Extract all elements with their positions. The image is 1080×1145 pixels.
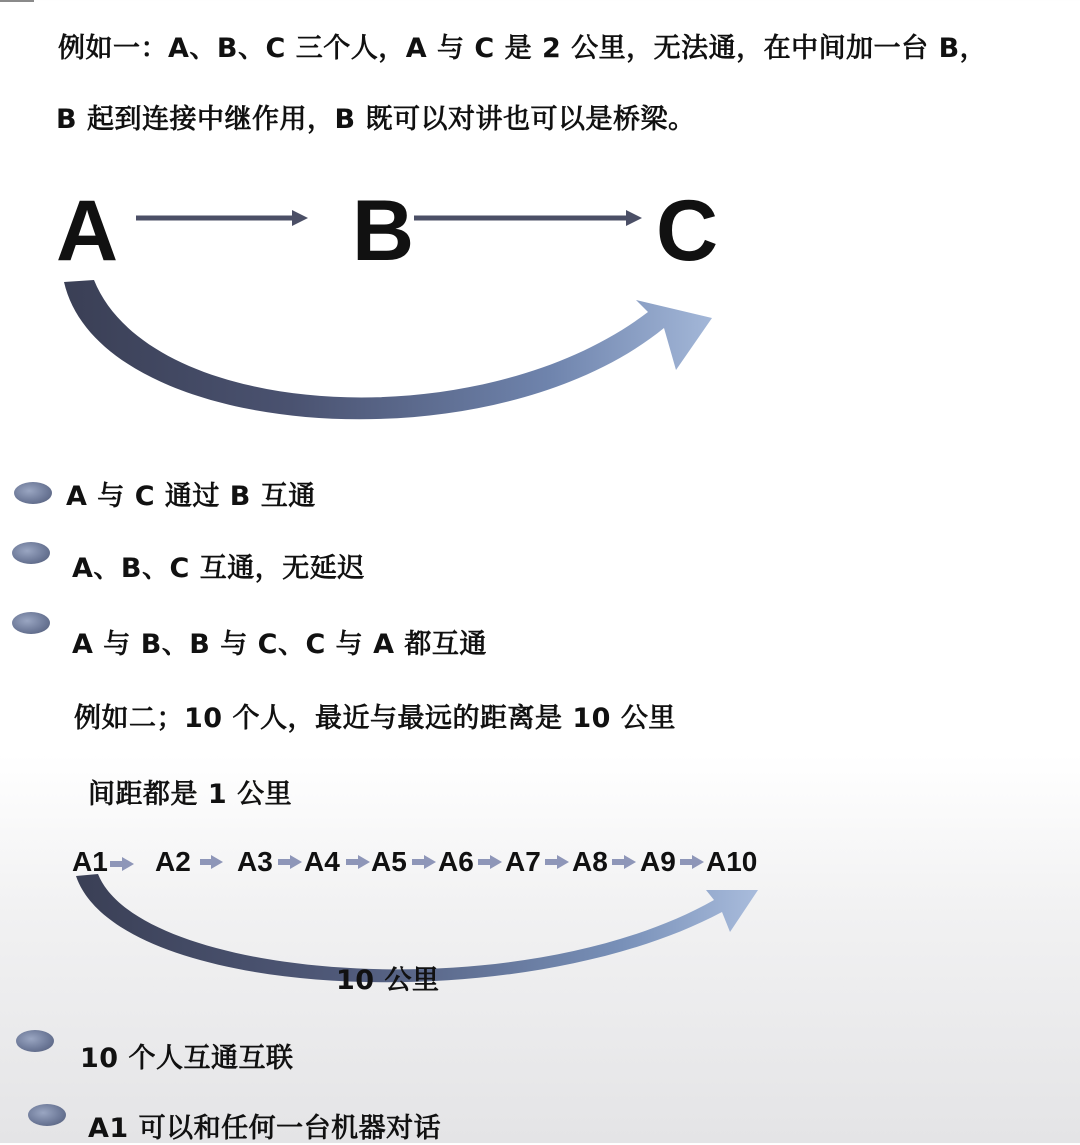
seq-arrow-4 xyxy=(346,855,370,869)
seq-arrow-6 xyxy=(478,855,502,869)
bullet-icon xyxy=(28,1104,66,1126)
intro-line-2: B 起到连接中继作用，B 既可以对讲也可以是桥梁。 xyxy=(56,104,696,135)
bullet-5-text: A1 可以和任何一台机器对话 xyxy=(88,1113,442,1144)
node-a: A xyxy=(56,183,119,279)
bullet-icon xyxy=(12,542,50,564)
seq-node-a4: A4 xyxy=(304,846,340,877)
seq-node-a1: A1 xyxy=(72,846,108,877)
arrow-b-to-c xyxy=(414,210,642,226)
arc-distance-label: 10 公里 xyxy=(336,965,440,996)
seq-node-a5: A5 xyxy=(371,846,407,877)
seq-arrow-1 xyxy=(110,857,134,871)
seq-arrow-9 xyxy=(680,855,704,869)
bullet-3-text: A 与 B、B 与 C、C 与 A 都互通 xyxy=(72,629,487,660)
bullet-icon xyxy=(12,612,50,634)
seq-node-a7: A7 xyxy=(505,846,541,877)
node-c: C xyxy=(656,183,719,279)
seq-arrow-2 xyxy=(200,855,223,869)
seq-node-a3: A3 xyxy=(237,846,273,877)
seq-arrow-8 xyxy=(612,855,636,869)
seq-node-a8: A8 xyxy=(572,846,608,877)
seq-node-a2: A2 xyxy=(155,846,191,877)
bullet-1-text: A 与 C 通过 B 互通 xyxy=(66,481,316,512)
seq-node-a6: A6 xyxy=(438,846,474,877)
seq-node-a10: A10 xyxy=(706,846,758,877)
seq-arrow-7 xyxy=(545,855,569,869)
curved-arrow-a-to-c xyxy=(64,280,712,419)
bullet-2-text: A、B、C 互通，无延迟 xyxy=(72,553,365,584)
example2-line-1: 例如二；10 个人，最近与最远的距离是 10 公里 xyxy=(74,703,676,734)
seq-arrow-3 xyxy=(278,855,302,869)
bullet-icon xyxy=(16,1030,54,1052)
example2-line-2: 间距都是 1 公里 xyxy=(88,779,293,810)
bullet-icon xyxy=(14,482,52,504)
arrow-a-to-b xyxy=(136,210,308,226)
intro-line-1: 例如一：A、B、C 三个人，A 与 C 是 2 公里，无法通，在中间加一台 B， xyxy=(58,33,988,64)
node-b: B xyxy=(352,183,415,279)
seq-arrow-5 xyxy=(412,855,436,869)
sequence-arrows xyxy=(110,855,704,871)
bullet-4-text: 10 个人互通互联 xyxy=(80,1043,294,1074)
seq-node-a9: A9 xyxy=(640,846,676,877)
